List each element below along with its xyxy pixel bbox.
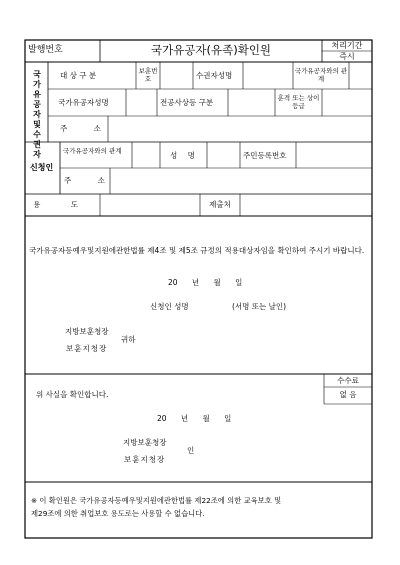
processing-period-label: 처리기간 [331, 41, 363, 50]
footer-note-line-2: 제29조에 의한 취업보호 용도로는 사용할 수 없습니다. [31, 509, 205, 518]
fee-label: 수수료 [337, 376, 359, 385]
recipient-section-label: 국가유공자 및 수권자 [33, 70, 41, 159]
recipient-address-label: 주 소 [60, 124, 113, 133]
seal-label: 인 [187, 446, 195, 455]
applicant-relation-label: 국가유공자와의 관계 [63, 147, 122, 155]
resident-number-label: 주민등록번호 [243, 151, 287, 160]
issuer-regional-office: 지방보훈청장 [123, 438, 167, 447]
applicant-section-label: 신청인 [30, 163, 54, 172]
addressee-suffix: 귀하 [121, 335, 136, 344]
processing-period-value: 즉시 [339, 52, 355, 61]
page-title: 국가유공자(유족)확인원 [150, 43, 272, 57]
fee-value: 없 음 [339, 390, 357, 399]
addressee-branch-office: 보훈지청장 [66, 344, 108, 353]
addressee-regional-office: 지방보훈청장 [65, 327, 109, 336]
applicant-address-label: 주 소 [64, 176, 117, 185]
footer-note-line-1: ※ 이 확인원은 국가유공자등예우및지원에관한법률 제22조에 의한 교육보호 및 [31, 496, 282, 505]
confirmation-text: 위 사실을 확인합니다. [36, 390, 109, 399]
applicant-name-label: 성 명 [170, 151, 199, 160]
confirmation-date-line: 20 년 월 일 [157, 414, 232, 423]
issuer-branch-office: 보훈지청장 [124, 455, 166, 464]
merit-name-label: 국가유공자성명 [58, 98, 109, 107]
war-injury-type-label: 전공사상등 구분 [160, 98, 214, 107]
request-date-line: 20 년 월 일 [168, 278, 243, 287]
issue-number-label: 발행번호 [28, 45, 63, 55]
submit-to-label: 제출처 [209, 200, 231, 209]
applicant-signature-label: 신청인 성명 [150, 302, 189, 311]
usage-label: 용 도 [33, 200, 92, 209]
signature-hint: (서명 또는 날인) [232, 302, 287, 311]
relation-to-merit-label: 국가유공자와의 관계 [294, 67, 348, 83]
request-body-text: 국가유공자등예우및지원에관한법률 제4조 및 제5조 규정의 적용대상자임을 확인하여 주시기 바랍니다. [29, 246, 365, 255]
decoration-grade-label: 훈격 또는 상이등급 [277, 94, 320, 110]
target-type-label: 대 상 구 분 [60, 71, 97, 80]
guardian-number-label: 보훈번호 [138, 67, 158, 83]
rights-holder-name-label: 수권자성명 [196, 71, 233, 80]
